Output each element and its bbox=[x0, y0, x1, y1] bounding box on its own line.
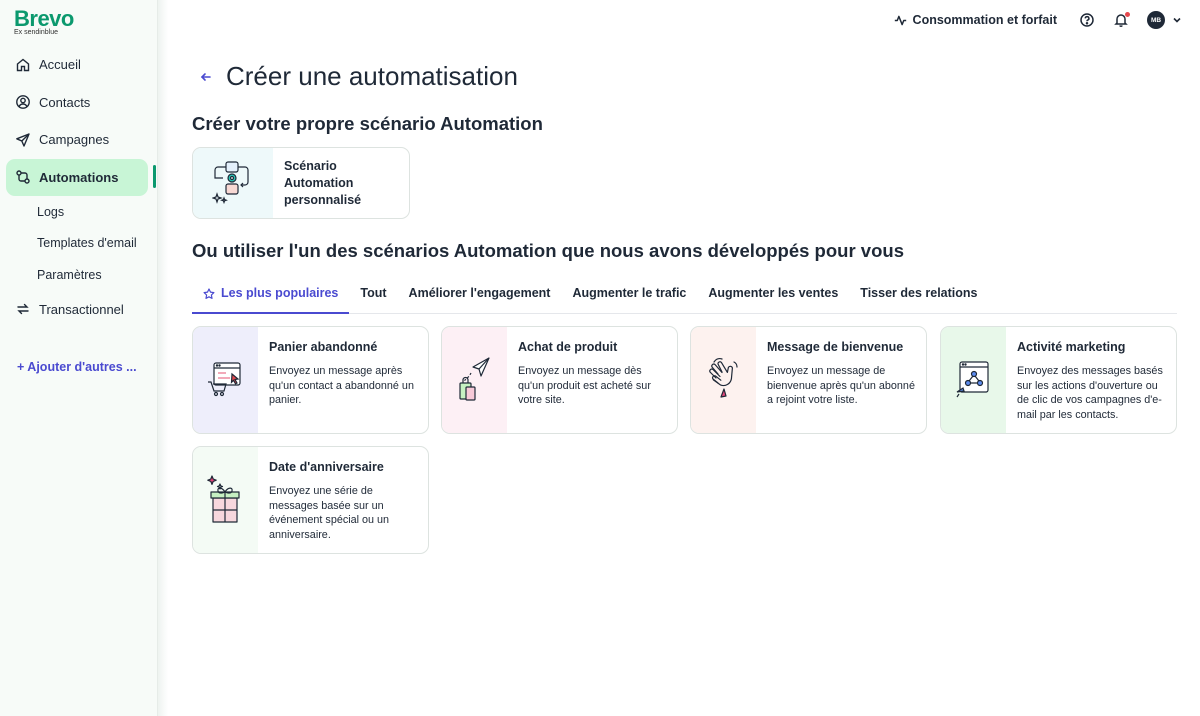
consumption-label: Consommation et forfait bbox=[912, 13, 1057, 27]
tab-augmenter-ventes[interactable]: Augmenter les ventes bbox=[708, 286, 839, 300]
card-icon-area bbox=[193, 327, 258, 433]
section-title-templates: Ou utiliser l'un des scénarios Automation que nous avons développés pour vous bbox=[192, 240, 904, 261]
tab-les-plus-populaires[interactable] bbox=[192, 280, 349, 314]
notifications-button[interactable] bbox=[1113, 12, 1129, 28]
gift-icon bbox=[206, 474, 246, 526]
sidebar-item-label: Campagnes bbox=[39, 132, 110, 148]
tab-tisser-relations[interactable]: Tisser des relations bbox=[860, 286, 978, 300]
sidebar bbox=[0, 0, 158, 716]
card-title: Date d'anniversaire bbox=[269, 460, 384, 474]
custom-scenario-line3: personnalisé bbox=[284, 193, 362, 207]
logo-subtitle: Ex sendinblue bbox=[14, 29, 58, 36]
sidebar-subitem-templates[interactable]: Templates d'email bbox=[37, 236, 137, 251]
transactional-icon bbox=[15, 301, 31, 317]
sidebar-subitem-logs[interactable]: Logs bbox=[37, 204, 65, 219]
send-icon bbox=[15, 132, 31, 148]
section-title-custom: Créer votre propre scénario Automation bbox=[192, 113, 543, 134]
card-body bbox=[258, 447, 428, 553]
sidebar-item-transactionnel[interactable] bbox=[6, 291, 148, 329]
active-indicator bbox=[153, 165, 156, 188]
notification-dot bbox=[1125, 12, 1130, 17]
sidebar-shadow bbox=[158, 0, 168, 716]
scenario-card-activite-marketing[interactable] bbox=[940, 326, 1177, 434]
tab-augmenter-trafic[interactable]: Augmenter le trafic bbox=[572, 286, 687, 300]
marketing-activity-icon bbox=[954, 358, 994, 402]
help-icon[interactable] bbox=[1079, 12, 1095, 28]
card-body bbox=[507, 327, 677, 433]
back-arrow-icon[interactable] bbox=[199, 70, 213, 84]
card-description: Envoyez des messages basés sur les actions d'ouverture ou de clic de vos campagnes d'e-mail par les contacts. bbox=[1017, 365, 1163, 421]
shopping-bag-icon bbox=[455, 355, 495, 405]
custom-scenario-icon-area bbox=[193, 148, 273, 218]
add-more-apps-link[interactable]: + Ajouter d'autres ... bbox=[17, 360, 137, 374]
star-icon bbox=[203, 288, 215, 300]
sidebar-nav bbox=[6, 46, 148, 328]
sidebar-item-label: Contacts bbox=[39, 94, 91, 110]
sidebar-item-campagnes[interactable] bbox=[6, 121, 148, 159]
sidebar-subitem-parametres[interactable]: Paramètres bbox=[37, 267, 102, 282]
card-title: Activité marketing bbox=[1017, 340, 1126, 354]
custom-scenario-card[interactable] bbox=[192, 147, 410, 219]
tab-label: Les plus populaires bbox=[221, 286, 339, 300]
shopping-cart-icon bbox=[206, 360, 246, 400]
custom-scenario-line1: Scénario bbox=[284, 159, 337, 173]
custom-scenario-line2: Automation bbox=[284, 176, 354, 190]
logo-wordmark: Brevo bbox=[14, 6, 74, 31]
category-tabs bbox=[192, 280, 1177, 314]
consumption-button[interactable] bbox=[894, 13, 1057, 27]
topbar bbox=[894, 8, 1182, 32]
sidebar-item-label: Automations bbox=[39, 169, 119, 185]
page-title: Créer une automatisation bbox=[226, 61, 518, 91]
card-body bbox=[1006, 327, 1176, 433]
home-icon bbox=[15, 57, 31, 73]
card-icon-area bbox=[442, 327, 507, 433]
sidebar-item-label: Accueil bbox=[39, 57, 81, 73]
card-title: Panier abandonné bbox=[269, 340, 378, 354]
sidebar-item-label: Transactionnel bbox=[39, 301, 124, 317]
waving-hand-icon bbox=[704, 354, 744, 406]
brevo-logo[interactable] bbox=[14, 6, 74, 36]
custom-scenario-label bbox=[273, 148, 361, 218]
scenario-card-panier-abandonne[interactable] bbox=[192, 326, 429, 434]
card-icon-area bbox=[941, 327, 1006, 433]
card-icon-area bbox=[193, 447, 258, 553]
card-description: Envoyez un message après qu'un contact a abandonné un panier. bbox=[269, 365, 414, 406]
card-description: Envoyez une série de messages basée sur un événement spécial ou un anniversaire. bbox=[269, 485, 390, 541]
chevron-down-icon[interactable] bbox=[1172, 15, 1182, 25]
avatar[interactable]: MB bbox=[1147, 11, 1165, 29]
scenario-card-date-anniversaire[interactable] bbox=[192, 446, 429, 554]
sidebar-item-contacts[interactable] bbox=[6, 84, 148, 122]
card-title: Achat de produit bbox=[518, 340, 618, 354]
activity-icon bbox=[894, 14, 907, 27]
card-body bbox=[258, 327, 428, 433]
workflow-icon bbox=[212, 160, 254, 206]
scenario-card-achat-produit[interactable] bbox=[441, 326, 678, 434]
automation-icon bbox=[15, 169, 31, 185]
card-body bbox=[756, 327, 926, 433]
sidebar-item-automations[interactable] bbox=[6, 159, 148, 197]
card-title: Message de bienvenue bbox=[767, 340, 904, 354]
card-icon-area bbox=[691, 327, 756, 433]
card-description: Envoyez un message dès qu'un produit est acheté sur votre site. bbox=[518, 365, 651, 406]
scenario-card-message-bienvenue[interactable] bbox=[690, 326, 927, 434]
sidebar-item-accueil[interactable] bbox=[6, 46, 148, 84]
card-description: Envoyez un message de bienvenue après qu'un abonné a rejoint votre liste. bbox=[767, 365, 915, 406]
tab-tout[interactable]: Tout bbox=[360, 286, 387, 300]
tab-ameliorer-engagement[interactable]: Améliorer l'engagement bbox=[408, 286, 551, 300]
contacts-icon bbox=[15, 94, 31, 110]
